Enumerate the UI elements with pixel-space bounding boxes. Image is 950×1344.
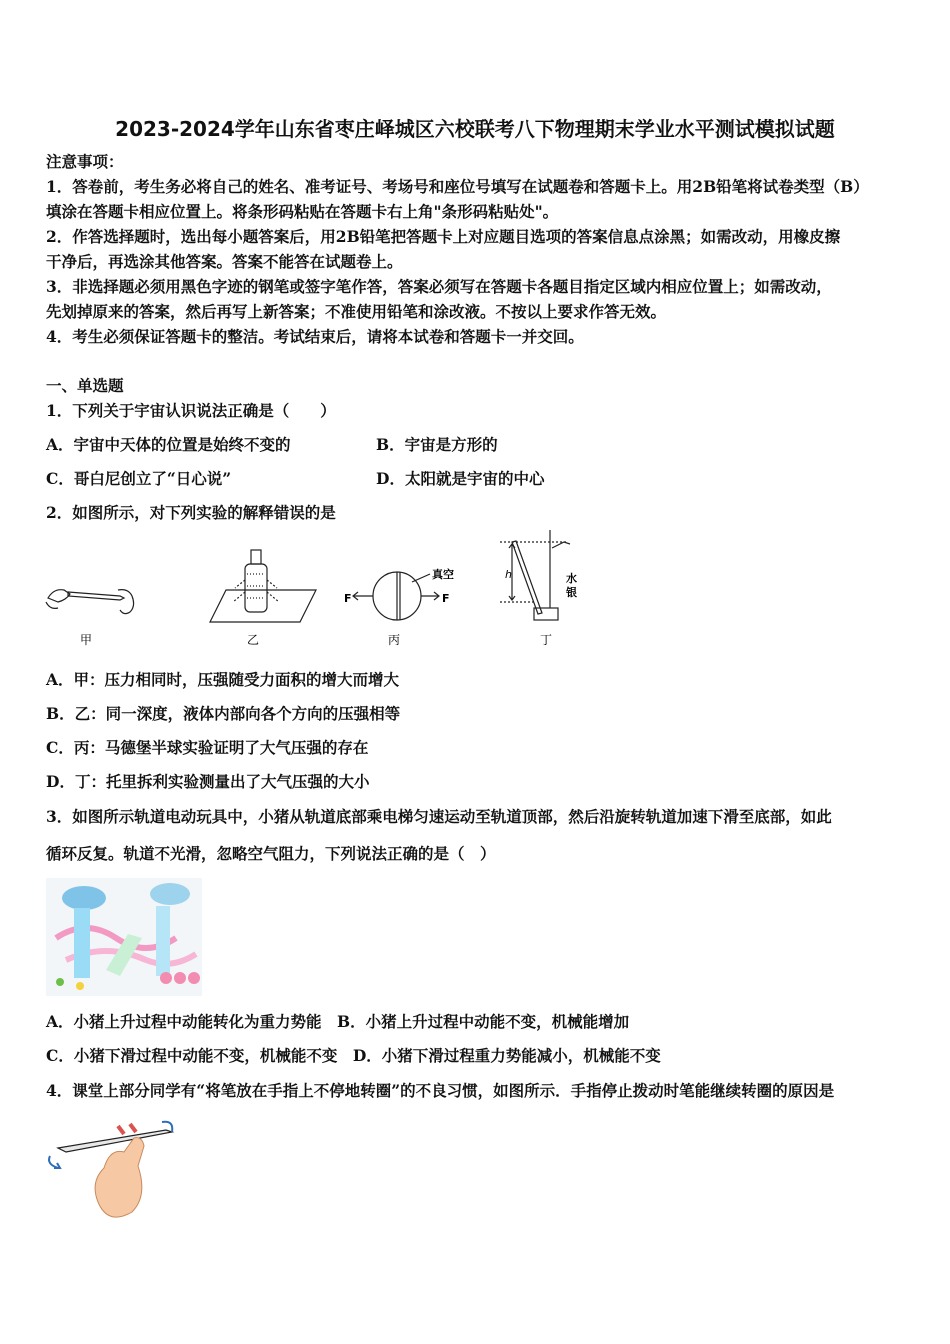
q3-options-ab: A．小猪上升过程中动能转化为重力势能 B．小猪上升过程中动能不变，机械能增加: [46, 1012, 630, 1031]
notice-line: 1．答卷前，考生务必将自己的姓名、准考证号、考场号和座位号填写在试题卷和答题卡上。用2B铅笔将试卷类型（B）: [46, 177, 869, 196]
notice-heading: 注意事项：: [46, 152, 124, 171]
q2-figure: [40, 530, 600, 650]
q2-option-c: C．丙：马德堡半球实验证明了大气压强的存在: [46, 738, 369, 757]
figure-label-bing: 丙: [388, 633, 401, 647]
q3-stem-line1: 3．如图所示轨道电动玩具中，小猪从轨道底部乘电梯匀速运动至轨道顶部，然后沿旋转轨道加速下滑至底部，如此: [46, 807, 832, 826]
page-title: 2023-2024学年山东省枣庄峄城区六校联考八下物理期末学业水平测试模拟试题: [115, 117, 835, 141]
notice-line: 填涂在答题卡相应位置上。将条形码粘贴在答题卡右上角"条形码粘贴处"。: [46, 202, 559, 221]
figure-label-jia: 甲: [80, 633, 93, 647]
pencil-pressed-figure: [46, 590, 134, 614]
notice-line: 4．考生必须保证答题卡的整洁。考试结束后，请将本试卷和答题卡一并交回。: [46, 327, 584, 346]
q3-options-cd: C．小猪下滑过程中动能不变，机械能不变 D．小猪下滑过程重力势能减小，机械能不变: [46, 1046, 661, 1065]
notice-line: 3．非选择题必须用黑色字迹的钢笔或签字笔作答，答案必须写在答题卡各题目指定区域内相应位置上；如需改动，: [46, 277, 832, 296]
q1-option-b: B．宇宙是方形的: [376, 435, 498, 454]
section-heading: 一、单选题: [46, 376, 124, 395]
force-label-right: F: [442, 592, 450, 605]
q1-option-d: D．太阳就是宇宙的中心: [376, 469, 545, 488]
mercury-label-1: 水: [566, 572, 577, 585]
notice-line: 干净后，再选涂其他答案。答案不能答在试题卷上。: [46, 252, 403, 271]
q3-stem-line2: 循环反复。轨道不光滑，忽略空气阻力，下列说法正确的是（ ）: [46, 844, 496, 863]
bottle-water-figure: [210, 550, 316, 622]
q1-option-a: A．宇宙中天体的位置是始终不变的: [46, 435, 291, 454]
vacuum-label: 真空: [432, 568, 454, 581]
q2-option-d: D．丁：托里拆利实验测量出了大气压强的大小: [46, 772, 370, 791]
q2-stem: 2．如图所示，对下列实验的解释错误的是: [46, 503, 336, 522]
q2-option-a: A．甲：压力相同时，压强随受力面积的增大而增大: [46, 670, 400, 689]
mercury-label-2: 银: [566, 586, 577, 599]
figure-label-ding: 丁: [540, 633, 553, 647]
notice-line: 先划掉原来的答案，然后再写上新答案；不准使用铅笔和涂改液。不按以上要求作答无效。: [46, 302, 667, 321]
q1-stem: 1．下列关于宇宙认识说法正确是（ ）: [46, 401, 336, 420]
q1-option-c: C．哥白尼创立了“日心说”: [46, 469, 232, 488]
magdeburg-figure: [353, 572, 439, 620]
height-label: h: [505, 568, 512, 581]
q2-option-b: B．乙：同一深度，液体内部向各个方向的压强相等: [46, 704, 401, 723]
toy-track-photo: [46, 878, 202, 996]
notice-line: 2．作答选择题时，选出每小题答案后，用2B铅笔把答题卡上对应题目选项的答案信息点涂黑；如需改动，用橡皮擦: [46, 227, 841, 246]
figure-label-yi: 乙: [247, 633, 260, 647]
pen-spinning-figure: [44, 1112, 184, 1228]
q4-stem: 4．课堂上部分同学有“将笔放在手指上不停地转圈”的不良习惯，如图所示．手指停止拨动时笔能继续转圈的原因是: [46, 1081, 835, 1100]
force-label-left: F: [344, 592, 352, 605]
